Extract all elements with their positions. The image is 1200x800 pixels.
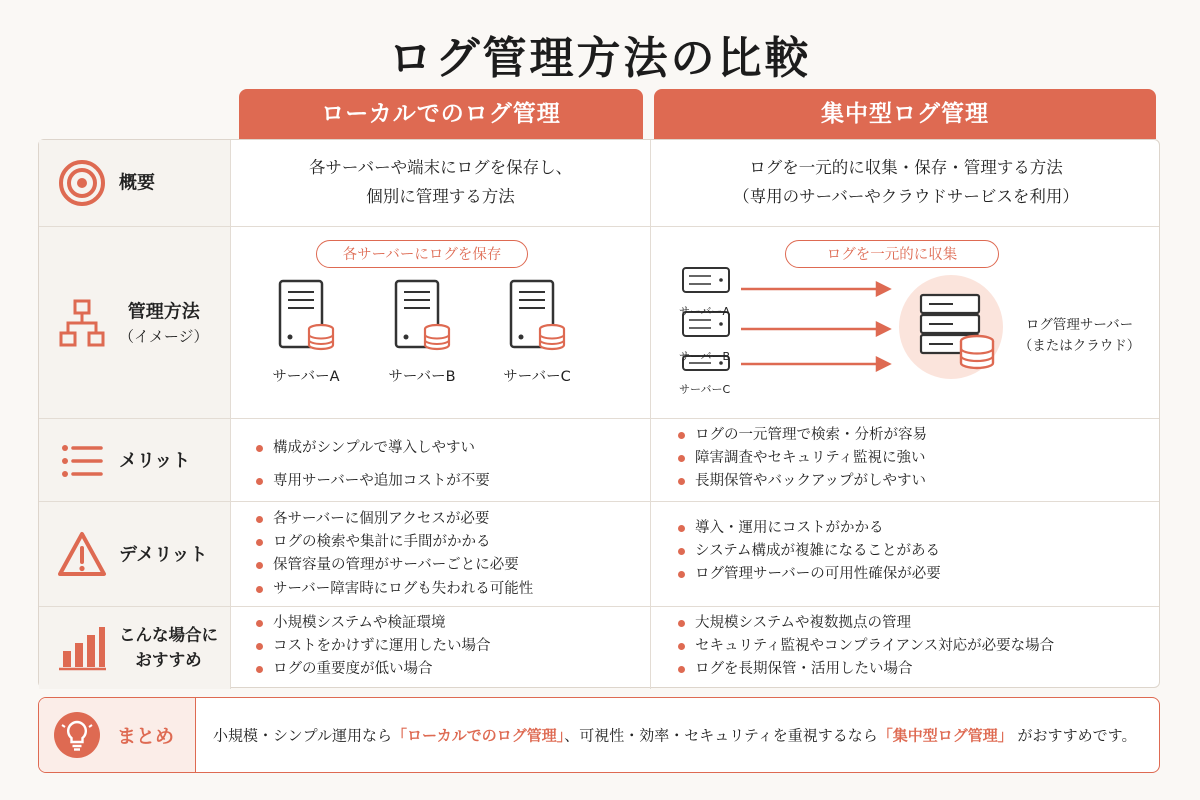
lightbulb-icon	[53, 711, 101, 759]
warning-icon	[57, 530, 107, 580]
server-b-icon	[392, 279, 452, 354]
list-item: 導入・運用にコストがかかる	[675, 517, 941, 540]
merit-local-list	[253, 437, 490, 493]
row-demerit	[39, 501, 1159, 607]
usecase-central-list	[675, 612, 1054, 682]
page-title: ログ管理方法の比較	[388, 33, 812, 84]
row-usecase	[39, 606, 1159, 689]
list-item: システム構成が複雑になることがある	[675, 540, 941, 563]
list-item: 専用サーバーや追加コストが不要	[253, 470, 490, 493]
list-item: 長期保管やバックアップがしやすい	[675, 470, 927, 493]
list-item: 構成がシンプルで導入しやすい	[253, 437, 490, 460]
list-item: 小規模システムや検証環境	[253, 612, 491, 635]
list-item: ログ管理サーバーの可用性確保が必要	[675, 563, 941, 586]
arrow-icons	[741, 283, 889, 370]
list-item: ログの重要度が低い場合	[253, 658, 491, 681]
list-item: コストをかけずに運用したい場合	[253, 635, 491, 658]
hierarchy-icon	[57, 298, 107, 348]
summary-text: 小規模・シンプル運用なら「ローカルでのログ管理」、可視性・効率・セキュリティを重視するなら「集中型ログ管理」 がおすすめです。	[213, 726, 1137, 745]
target-icon	[57, 158, 107, 208]
list-item: 障害調査やセキュリティ監視に強い	[675, 447, 927, 470]
local-server-label: サーバーA	[272, 369, 340, 385]
local-pill: 各サーバーにログを保存	[316, 240, 528, 268]
column-header-central: 集中型ログ管理	[654, 89, 1156, 139]
list-item: サーバー障害時にログも失われる可能性	[253, 578, 533, 601]
list-item: 保管容量の管理がサーバーごとに必要	[253, 554, 533, 577]
column-header-local: ローカルでのログ管理	[239, 89, 643, 139]
central-server-label: サーバーB	[679, 350, 730, 363]
comparison-table	[38, 139, 1160, 688]
row-label-merit: メリット	[119, 450, 191, 471]
list-icon	[57, 436, 107, 486]
local-server-label: サーバーC	[503, 369, 571, 385]
row-overview	[39, 140, 1159, 226]
central-flow-diagram	[679, 266, 899, 396]
list-item: 大規模システムや複数拠点の管理	[675, 612, 1054, 635]
usecase-local-list	[253, 612, 491, 682]
list-item: ログの一元管理で検索・分析が容易	[675, 424, 927, 447]
log-server-icon	[891, 273, 1016, 383]
overview-central: ログを一元的に収集・保存・管理する方法 （専用のサーバーやクラウドサービスを利用）	[733, 158, 1079, 206]
central-server-label: サーバーA	[679, 305, 730, 318]
local-server-label: サーバーB	[388, 369, 456, 385]
merit-central-list	[675, 424, 927, 494]
list-item: セキュリティ監視やコンプライアンス対応が必要な場合	[675, 635, 1054, 658]
central-pill: ログを一元的に収集	[785, 240, 999, 268]
log-server-label: ログ管理サーバー （またはクラウド）	[1018, 317, 1141, 354]
row-merit	[39, 418, 1159, 502]
summary-box	[38, 697, 1160, 773]
server-a-icon	[276, 279, 336, 354]
small-server-icon	[683, 268, 729, 292]
row-label-usecase: こんな場合に おすすめ	[119, 625, 218, 669]
central-server-label: サーバーC	[679, 383, 731, 396]
list-item: 各サーバーに個別アクセスが必要	[253, 508, 533, 531]
list-item: ログの検索や集計に手間がかかる	[253, 531, 533, 554]
row-label-overview: 概要	[119, 172, 155, 194]
demerit-local-list	[253, 508, 533, 601]
demerit-central-list	[675, 517, 941, 587]
overview-local: 各サーバーや端末にログを保存し、 個別に管理する方法	[308, 158, 573, 206]
list-item: ログを長期保管・活用したい場合	[675, 658, 1054, 681]
row-method	[39, 226, 1159, 419]
summary-label: まとめ	[117, 725, 175, 748]
row-label-method: 管理方法 （イメージ）	[119, 301, 209, 346]
server-c-icon	[507, 279, 567, 354]
row-label-demerit: デメリット	[119, 544, 208, 565]
bar-chart-icon	[57, 623, 107, 673]
